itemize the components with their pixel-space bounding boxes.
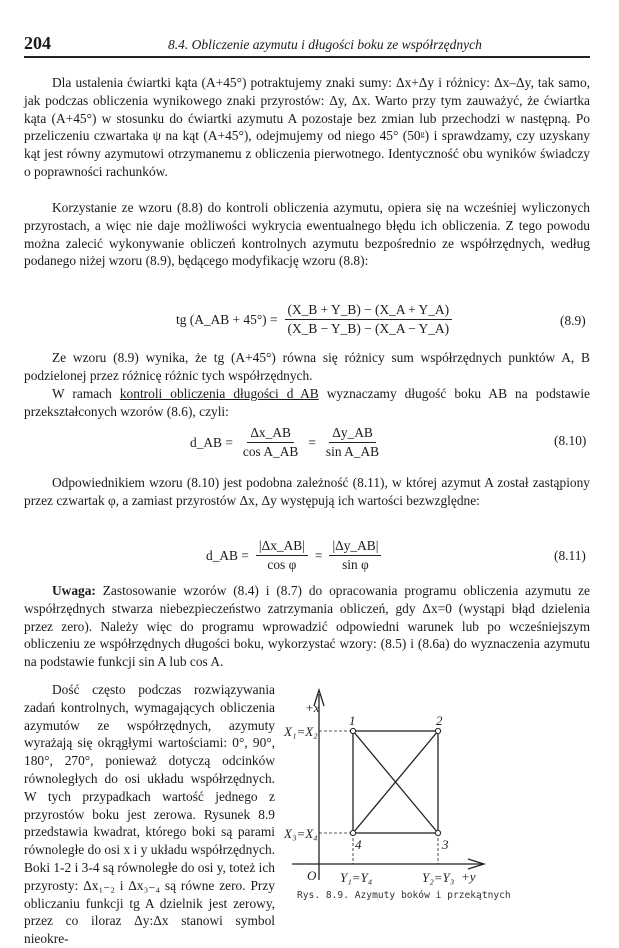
formula-lhs: d_AB = (190, 434, 233, 450)
equation-number: (8.10) (554, 433, 587, 448)
y23-label: Y₂=Y₃ (422, 870, 455, 885)
paragraph-5: Odpowiednikiem wzoru (8.10) jest podobna zależność (8.11), w której azymut A został zastąpiony przez czwartak φ, a zamiast przyrostów Δx, Δy występują ich wartości bezwzględne: (24, 475, 590, 508)
point-3-label: 3 (442, 837, 449, 852)
formula-numerator: |Δy_AB| (329, 538, 381, 556)
equation-number: (8.11) (554, 548, 586, 563)
point-3 (435, 830, 440, 835)
x34-label: X₃=X₄ (284, 826, 318, 841)
y14-label: Y₁=Y₄ (340, 870, 373, 885)
text: Zastosowanie wzorów (8.4) i (8.7) do opracowania programu obliczenia azymutu ze współrzędnych stwarza niebezpieczeństwo zatrzymania obliczeń, gdy Δx=0 (wystąpi błąd dzielenia przez zero). Należy więc do programu wprowadzić odpowiedni warunek lub po wcześniejszym obliczeniu ze współrzędnych długości boku, wykorzystać wzory: (8.5) i (8.6a) do wyznaczenia azymutu na podstawie funkcji sin A lub cos A. (24, 583, 590, 670)
axis-y-label: +y (461, 869, 476, 884)
point-4 (350, 830, 355, 835)
paragraph-1: Dla ustalenia ćwiartki kąta (A+45°) potraktujemy znaki sumy: Δx+Δy i różnicy: Δx–Δy, tak samo, jak podczas obliczenia wynikowego znaki przyrostów: Δy, Δx. Warto przy tym zauważyć, że ćwiartka kąta (A+45°) w stosunku do ćwiartki azymutu A pozostaje bez zmian lub przechodzi w następną. Po przeliczeniu czwartaka ψ na kąt (A+45°), odejmujemy od niego 45° (50ᵍ) i sprawdzamy, czy uzyskany kąt jest równy azymutowi otrzymanemu z obliczenia pierwotnego. Identyczność obu wyników świadczy o poprawności rachunków. (24, 75, 590, 179)
formula-numerator: Δy_AB (329, 425, 376, 443)
equation-number: (8.9) (560, 313, 586, 328)
formula-lhs: tg (A_AB + 45°) = (176, 311, 278, 327)
point-2 (435, 728, 440, 733)
formula-denominator: cos φ (267, 557, 297, 572)
equals: = (308, 434, 316, 450)
running-title: 8.4. Obliczenie azymutu i długości boku ze współrzędnych (168, 37, 482, 52)
underlined-text: kontroli obliczenia długości d_AB (119, 386, 319, 401)
paragraph-2: Korzystanie ze wzoru (8.8) do kontroli obliczenia azymutu, opiera się na wcześniej wyliczonych przyrostach, a więc nie daje możliwości wykrycia ewentualnego błędu ich obliczenia. Z tego powodu można zalecić wykonywanie obliczeń kontrolnych azymutu bezpośrednio ze współrzędnych, według podanego niżej wzoru (8.9), będącego modyfikację wzoru (8.8): (24, 200, 590, 269)
formula-numerator: |Δx_AB| (256, 538, 308, 556)
axis-x-label: +x (305, 700, 320, 715)
equals: = (314, 547, 323, 563)
text: W ramach (52, 386, 120, 401)
formula-denominator: sin A_AB (325, 444, 380, 459)
point-1-label: 1 (349, 713, 356, 728)
point-4-label: 4 (355, 837, 362, 852)
formula-numerator: Δx_AB (247, 425, 294, 443)
point-1 (350, 728, 355, 733)
note-label: Uwaga: (52, 583, 96, 598)
paragraph-7: Dość często podczas rozwiązywania zadań kontrolnych, wymagających obliczenia azymutów ze współrzędnych, azymuty wyrażają się okrągłymi wartościami: 0°, 90°, 180°, 270°, ponieważ dotyczą odcinków równoległych do osi układu współrzędnych. W tych przypadkach wartość jednego z przyrostów boku jest zerowa. Rysunek 8.9 przedstawia kwadrat, którego boki są parami równoległe do osi x i y układu współrzędnych. Boki 1-2 i 3-4 są równoległe do osi y, toteż ich przyrosty: Δx₁₋₂ i Δx₃₋₄ są równe zero. Przy obliczaniu funkcji tg A dzielnik jest zerowy, przez co iloraz Δy:Δx stanowi symbol nieokre- (24, 682, 275, 947)
formula-denominator: cos A_AB (242, 444, 299, 459)
paragraph-3: Ze wzoru (8.9) wynika, że tg (A+45°) równa się różnicy sum współrzędnych punktów A, B podzielonej przez różnicę różnic tych współrzędnych. (24, 350, 590, 383)
formula-numerator: (X_B + Y_B) − (X_A + Y_A) (285, 302, 453, 320)
formula-denominator: (X_B − Y_B) − (X_A − Y_A) (287, 321, 450, 336)
text: wyznaczamy długość boku AB na podstawie przekształconych wzorów (8.6), czyli: (24, 386, 590, 419)
formula-denominator: sin φ (342, 557, 369, 572)
x12-label: X₁=X₂ (284, 724, 318, 739)
page-number: 204 (24, 33, 51, 53)
figure-caption: Rys. 8.9. Azymuty boków i przekątnych (297, 890, 511, 901)
formula-lhs: d_AB = (206, 547, 249, 563)
point-2-label: 2 (436, 713, 443, 728)
origin-label: O (307, 868, 317, 883)
